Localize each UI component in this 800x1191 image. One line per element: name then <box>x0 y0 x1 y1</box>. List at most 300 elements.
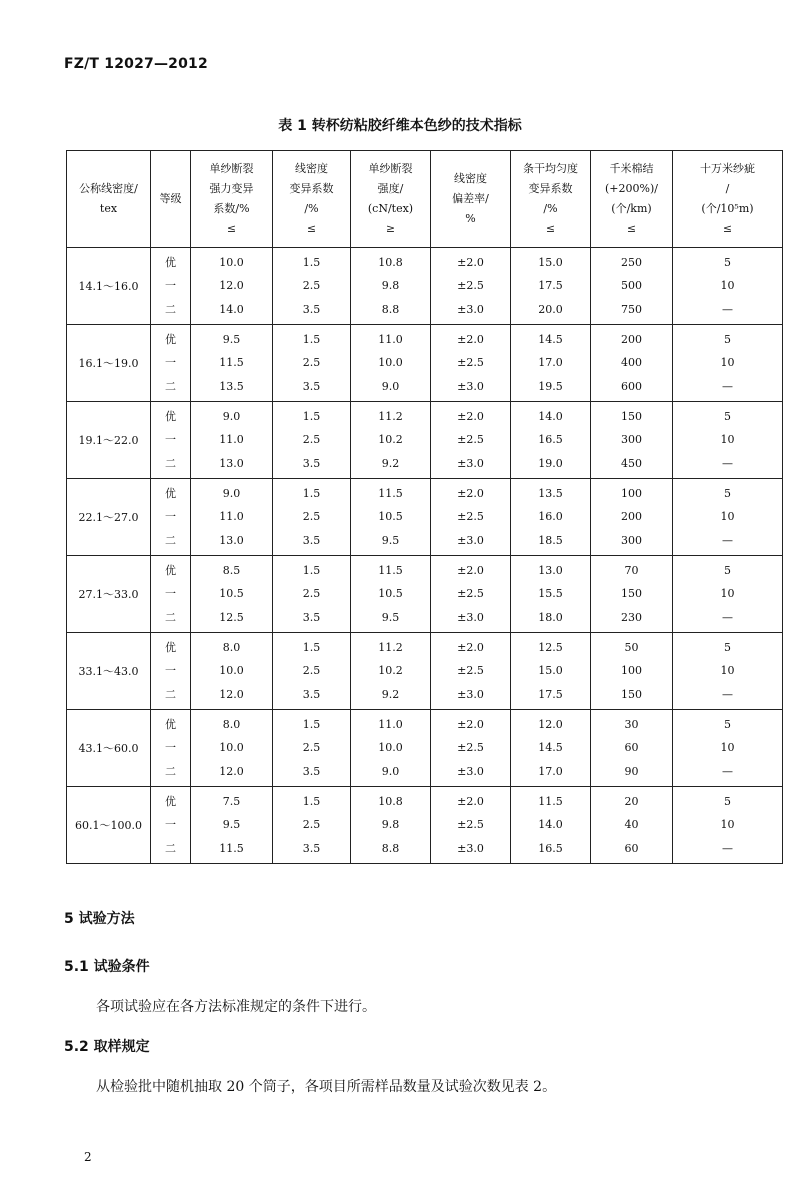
column-header-line: /% <box>543 202 558 215</box>
grade-label: 一 <box>165 356 176 370</box>
linear-density-range: 43.1～60.0 <box>67 710 151 787</box>
indicator-cell <box>511 556 591 633</box>
indicator-value: 16.5 <box>538 841 563 855</box>
indicator-value: 13.0 <box>219 456 244 470</box>
indicator-value: — <box>722 841 733 855</box>
indicator-value: — <box>722 764 733 778</box>
section-5-1-text: 各项试验应在各方法标准规定的条件下进行。 <box>96 999 376 1015</box>
indicator-value: 200 <box>621 333 642 347</box>
indicator-cell <box>273 556 351 633</box>
column-header-line: 等级 <box>159 192 182 205</box>
table-header-row <box>67 151 783 248</box>
indicator-cell <box>351 325 431 402</box>
grade-label: 二 <box>165 456 176 470</box>
indicator-value: ±3.0 <box>457 841 484 855</box>
indicator-value: 15.5 <box>538 587 563 601</box>
indicator-value: 5 <box>724 333 731 347</box>
indicator-cell <box>673 402 783 479</box>
indicator-value: 11.2 <box>378 641 403 655</box>
indicator-cell <box>191 633 273 710</box>
column-header-line: 变异系数 <box>528 182 573 195</box>
grade-label: 二 <box>165 764 176 778</box>
indicator-value: 1.5 <box>302 641 321 655</box>
indicator-cell <box>191 710 273 787</box>
indicator-cell <box>591 402 673 479</box>
column-header-line: / <box>725 182 730 195</box>
indicator-value: 2.5 <box>302 818 321 832</box>
indicator-value: 3.5 <box>302 687 321 701</box>
indicator-value: 10.0 <box>219 664 244 678</box>
grade-label: 一 <box>165 664 176 678</box>
indicator-cell <box>431 710 511 787</box>
indicator-value: 9.2 <box>381 456 400 470</box>
indicator-value: 30 <box>624 718 639 732</box>
indicator-value: 450 <box>621 456 642 470</box>
section-5-2-text: 从检验批中随机抽取 20 个筒子，各项目所需样品数量及试验次数见表 2。 <box>96 1079 557 1095</box>
indicator-value: — <box>722 687 733 701</box>
column-header-line: 强度/ <box>377 182 404 195</box>
indicator-value: 12.0 <box>538 718 563 732</box>
indicator-value: 40 <box>624 818 639 832</box>
indicator-value: 1.5 <box>302 333 321 347</box>
column-header-line: 变异系数 <box>289 182 334 195</box>
indicator-cell <box>191 325 273 402</box>
grade-label: 优 <box>165 487 176 501</box>
indicator-value: 2.5 <box>302 664 321 678</box>
indicator-value: 8.8 <box>381 302 400 316</box>
indicator-value: 2.5 <box>302 587 321 601</box>
indicator-value: 750 <box>621 302 642 316</box>
indicator-value: 8.0 <box>222 641 241 655</box>
grade-label: 一 <box>165 279 176 293</box>
table-row <box>67 479 783 556</box>
indicator-value: 5 <box>724 718 731 732</box>
grade-cell <box>151 402 191 479</box>
indicator-value: 9.2 <box>381 687 400 701</box>
column-header <box>67 151 151 248</box>
indicator-value: 11.5 <box>219 356 244 370</box>
indicator-value: 10.0 <box>219 741 244 755</box>
indicator-value: ±2.5 <box>457 510 484 524</box>
indicator-cell <box>191 402 273 479</box>
indicator-cell <box>273 479 351 556</box>
linear-density-range: 16.1～19.0 <box>67 325 151 402</box>
column-header <box>511 151 591 248</box>
table-row <box>67 633 783 710</box>
grade-label: 优 <box>165 564 176 578</box>
grade-label: 二 <box>165 687 176 701</box>
indicator-cell <box>591 556 673 633</box>
indicator-cell <box>431 633 511 710</box>
section-5-1-heading: 5.1 试验条件 <box>64 959 150 975</box>
indicator-value: ±2.0 <box>457 718 484 732</box>
indicator-value: 1.5 <box>302 795 321 809</box>
indicator-value: 3.5 <box>302 379 321 393</box>
indicator-cell <box>351 633 431 710</box>
indicator-value: 17.0 <box>538 356 563 370</box>
indicator-value: 1.5 <box>302 410 321 424</box>
grade-label: 二 <box>165 302 176 316</box>
indicator-cell <box>591 248 673 325</box>
indicator-value: 5 <box>724 795 731 809</box>
indicator-value: — <box>722 456 733 470</box>
indicator-value: ±2.0 <box>457 564 484 578</box>
grade-label: 二 <box>165 533 176 547</box>
indicator-value: ±3.0 <box>457 456 484 470</box>
indicator-value: 15.0 <box>538 256 563 270</box>
indicator-value: 5 <box>724 564 731 578</box>
indicator-cell <box>673 479 783 556</box>
column-header <box>673 151 783 248</box>
table-body <box>67 248 783 864</box>
indicator-cell <box>511 633 591 710</box>
indicator-value: 5 <box>724 641 731 655</box>
indicator-cell <box>191 556 273 633</box>
indicator-value: 11.5 <box>219 841 244 855</box>
indicator-value: 2.5 <box>302 433 321 447</box>
linear-density-range: 22.1～27.0 <box>67 479 151 556</box>
indicator-value: 10 <box>720 433 735 447</box>
column-header <box>351 151 431 248</box>
indicator-value: 18.0 <box>538 610 563 624</box>
indicator-value: 3.5 <box>302 533 321 547</box>
indicator-value: 9.5 <box>222 818 241 832</box>
indicator-value: 60 <box>624 841 639 855</box>
indicator-value: 10 <box>720 664 735 678</box>
indicator-value: 1.5 <box>302 718 321 732</box>
column-header-line: 线密度 <box>454 172 487 185</box>
indicator-value: 10.2 <box>378 664 403 678</box>
column-header-line: 千米棉结 <box>609 162 654 175</box>
indicator-value: ±3.0 <box>457 533 484 547</box>
indicator-value: ±2.5 <box>457 587 484 601</box>
indicator-value: 5 <box>724 487 731 501</box>
indicator-value: 10.5 <box>219 587 244 601</box>
column-header <box>191 151 273 248</box>
indicator-value: 8.8 <box>381 841 400 855</box>
indicator-cell <box>351 402 431 479</box>
indicator-value: 11.2 <box>378 410 403 424</box>
indicator-cell <box>431 248 511 325</box>
column-header-line: 系数/% <box>213 202 250 215</box>
indicator-cell <box>351 710 431 787</box>
indicator-value: 18.5 <box>538 533 563 547</box>
column-header-line: 单纱断裂 <box>209 162 254 175</box>
indicator-value: 11.0 <box>378 333 403 347</box>
indicator-cell <box>673 633 783 710</box>
column-header-line: ≤ <box>306 222 317 235</box>
indicator-value: 11.5 <box>378 487 403 501</box>
indicator-value: 10.5 <box>378 587 403 601</box>
indicator-cell <box>431 402 511 479</box>
linear-density-range: 14.1～16.0 <box>67 248 151 325</box>
column-header-line: 十万米纱疵 <box>700 162 755 175</box>
indicator-value: 2.5 <box>302 510 321 524</box>
indicator-cell <box>673 248 783 325</box>
column-header-line: ≥ <box>385 222 396 235</box>
column-header-line: 强力变异 <box>209 182 254 195</box>
indicator-value: 11.0 <box>219 510 244 524</box>
column-header-line: ≤ <box>545 222 556 235</box>
indicator-cell <box>431 787 511 864</box>
indicator-value: 10 <box>720 356 735 370</box>
column-header-line: (个/km) <box>611 202 652 215</box>
table-title: 表 1 转杯纺粘胶纤维本色纱的技术指标 <box>278 118 522 134</box>
indicator-cell <box>511 402 591 479</box>
table-row <box>67 556 783 633</box>
indicator-cell <box>351 556 431 633</box>
table-row <box>67 402 783 479</box>
indicator-cell <box>351 479 431 556</box>
indicator-value: 300 <box>621 433 642 447</box>
indicator-value: 19.0 <box>538 456 563 470</box>
indicator-cell <box>673 325 783 402</box>
indicator-value: 10.8 <box>378 795 403 809</box>
column-header-line: 公称线密度/ <box>79 182 138 195</box>
indicator-value: 11.0 <box>219 433 244 447</box>
indicator-value: — <box>722 610 733 624</box>
grade-label: 一 <box>165 818 176 832</box>
column-header <box>151 151 191 248</box>
column-header-line: /% <box>304 202 319 215</box>
grade-cell <box>151 325 191 402</box>
indicator-value: 11.5 <box>378 564 403 578</box>
indicator-value: 9.5 <box>381 610 400 624</box>
indicator-cell <box>273 248 351 325</box>
grade-label: 二 <box>165 841 176 855</box>
indicator-value: 20 <box>624 795 639 809</box>
table-row <box>67 248 783 325</box>
indicator-value: 10.2 <box>378 433 403 447</box>
indicator-cell <box>591 633 673 710</box>
column-header-line: (cN/tex) <box>367 202 414 215</box>
indicator-value: 14.0 <box>538 818 563 832</box>
table-row <box>67 325 783 402</box>
indicator-cell <box>511 248 591 325</box>
linear-density-range: 60.1～100.0 <box>67 787 151 864</box>
indicator-cell <box>191 479 273 556</box>
indicator-value: 17.5 <box>538 279 563 293</box>
indicator-value: 14.5 <box>538 333 563 347</box>
indicator-cell <box>191 248 273 325</box>
indicator-value: 9.8 <box>381 818 400 832</box>
column-header-line: (个/10⁵m) <box>701 202 754 215</box>
column-header-line: 线密度 <box>295 162 328 175</box>
indicator-value: ±2.0 <box>457 795 484 809</box>
indicator-cell <box>273 633 351 710</box>
indicator-value: 100 <box>621 664 642 678</box>
indicator-value: 2.5 <box>302 356 321 370</box>
indicator-value: 16.0 <box>538 510 563 524</box>
indicator-value: 13.5 <box>538 487 563 501</box>
grade-label: 优 <box>165 795 176 809</box>
indicator-value: ±2.5 <box>457 279 484 293</box>
indicator-value: 14.0 <box>219 302 244 316</box>
column-header <box>273 151 351 248</box>
indicator-value: 400 <box>621 356 642 370</box>
indicator-value: 70 <box>624 564 639 578</box>
indicator-value: 150 <box>621 410 642 424</box>
indicator-value: ±2.5 <box>457 741 484 755</box>
indicator-cell <box>273 325 351 402</box>
grade-cell <box>151 710 191 787</box>
grade-label: 二 <box>165 610 176 624</box>
indicator-value: 12.0 <box>219 279 244 293</box>
linear-density-range: 27.1～33.0 <box>67 556 151 633</box>
indicator-value: 1.5 <box>302 487 321 501</box>
page-number: 2 <box>84 1150 92 1164</box>
indicator-value: 10 <box>720 818 735 832</box>
grade-cell <box>151 248 191 325</box>
indicator-value: — <box>722 533 733 547</box>
indicator-value: 3.5 <box>302 764 321 778</box>
indicator-value: ±2.0 <box>457 410 484 424</box>
indicator-value: — <box>722 379 733 393</box>
indicator-value: ±2.0 <box>457 333 484 347</box>
indicator-value: 5 <box>724 256 731 270</box>
grade-label: 一 <box>165 741 176 755</box>
indicator-value: 1.5 <box>302 256 321 270</box>
indicator-cell <box>673 710 783 787</box>
grade-label: 优 <box>165 718 176 732</box>
indicator-cell <box>511 710 591 787</box>
indicator-value: ±2.5 <box>457 818 484 832</box>
indicator-value: ±2.0 <box>457 256 484 270</box>
indicator-cell <box>351 787 431 864</box>
grade-label: 优 <box>165 256 176 270</box>
indicator-value: 10 <box>720 741 735 755</box>
indicator-cell <box>431 479 511 556</box>
section-5-2-heading: 5.2 取样规定 <box>64 1039 150 1055</box>
indicator-value: 17.0 <box>538 764 563 778</box>
indicator-value: 10.0 <box>378 356 403 370</box>
indicator-value: 10 <box>720 510 735 524</box>
technical-indicator-table <box>66 150 783 864</box>
indicator-value: 14.0 <box>538 410 563 424</box>
indicator-cell <box>591 479 673 556</box>
indicator-cell <box>591 325 673 402</box>
indicator-cell <box>191 787 273 864</box>
indicator-value: 12.0 <box>219 764 244 778</box>
indicator-value: ±3.0 <box>457 687 484 701</box>
indicator-value: 17.5 <box>538 687 563 701</box>
indicator-value: ±2.5 <box>457 433 484 447</box>
grade-label: 二 <box>165 379 176 393</box>
indicator-value: 300 <box>621 533 642 547</box>
indicator-value: 11.0 <box>378 718 403 732</box>
indicator-cell <box>431 325 511 402</box>
grade-label: 优 <box>165 641 176 655</box>
indicator-value: ±2.5 <box>457 664 484 678</box>
indicator-value: 500 <box>621 279 642 293</box>
indicator-value: 9.5 <box>381 533 400 547</box>
indicator-value: 8.5 <box>222 564 241 578</box>
indicator-value: 3.5 <box>302 302 321 316</box>
column-header-line: ≤ <box>722 222 733 235</box>
indicator-value: 19.5 <box>538 379 563 393</box>
indicator-cell <box>273 787 351 864</box>
grade-label: 优 <box>165 333 176 347</box>
indicator-value: 2.5 <box>302 279 321 293</box>
indicator-cell <box>273 710 351 787</box>
indicator-cell <box>673 556 783 633</box>
indicator-value: 9.0 <box>381 379 400 393</box>
indicator-value: 13.0 <box>538 564 563 578</box>
column-header-line: ≤ <box>226 222 237 235</box>
indicator-value: 1.5 <box>302 564 321 578</box>
grade-cell <box>151 787 191 864</box>
column-header-line: tex <box>99 202 118 215</box>
indicator-cell <box>351 248 431 325</box>
grade-label: 一 <box>165 433 176 447</box>
indicator-value: 200 <box>621 510 642 524</box>
indicator-value: 3.5 <box>302 610 321 624</box>
indicator-value: 8.0 <box>222 718 241 732</box>
linear-density-range: 33.1～43.0 <box>67 633 151 710</box>
indicator-value: ±3.0 <box>457 764 484 778</box>
grade-label: 一 <box>165 510 176 524</box>
indicator-cell <box>673 787 783 864</box>
indicator-value: ±2.0 <box>457 641 484 655</box>
indicator-cell <box>511 325 591 402</box>
indicator-value: 14.5 <box>538 741 563 755</box>
table-row <box>67 787 783 864</box>
linear-density-range: 19.1～22.0 <box>67 402 151 479</box>
indicator-value: — <box>722 302 733 316</box>
indicator-value: ±2.5 <box>457 356 484 370</box>
indicator-cell <box>273 402 351 479</box>
indicator-value: 11.5 <box>538 795 563 809</box>
table-row <box>67 710 783 787</box>
indicator-value: ±3.0 <box>457 302 484 316</box>
indicator-value: 150 <box>621 687 642 701</box>
indicator-value: 10.0 <box>219 256 244 270</box>
indicator-value: ±2.0 <box>457 487 484 501</box>
indicator-value: 3.5 <box>302 841 321 855</box>
indicator-value: 100 <box>621 487 642 501</box>
column-header-line: % <box>465 212 476 225</box>
indicator-value: 10.5 <box>378 510 403 524</box>
indicator-value: 50 <box>624 641 639 655</box>
column-header-line: (+200%)/ <box>605 182 658 195</box>
indicator-value: 20.0 <box>538 302 563 316</box>
standard-code: FZ/T 12027—2012 <box>64 56 208 72</box>
indicator-cell <box>511 479 591 556</box>
indicator-value: 250 <box>621 256 642 270</box>
section-5-heading: 5 试验方法 <box>64 911 135 927</box>
column-header-line: ≤ <box>626 222 637 235</box>
column-header <box>431 151 511 248</box>
indicator-value: 10 <box>720 279 735 293</box>
indicator-value: 12.5 <box>538 641 563 655</box>
column-header-line: 偏差率/ <box>452 192 489 205</box>
indicator-value: 600 <box>621 379 642 393</box>
indicator-value: 13.5 <box>219 379 244 393</box>
indicator-cell <box>591 710 673 787</box>
grade-cell <box>151 633 191 710</box>
grade-cell <box>151 556 191 633</box>
indicator-value: 12.0 <box>219 687 244 701</box>
indicator-value: 230 <box>621 610 642 624</box>
indicator-value: 12.5 <box>219 610 244 624</box>
indicator-value: 10 <box>720 587 735 601</box>
indicator-value: 90 <box>624 764 639 778</box>
indicator-value: 10.8 <box>378 256 403 270</box>
column-header <box>591 151 673 248</box>
indicator-value: 9.0 <box>222 410 241 424</box>
indicator-cell <box>431 556 511 633</box>
indicator-value: 9.5 <box>222 333 241 347</box>
